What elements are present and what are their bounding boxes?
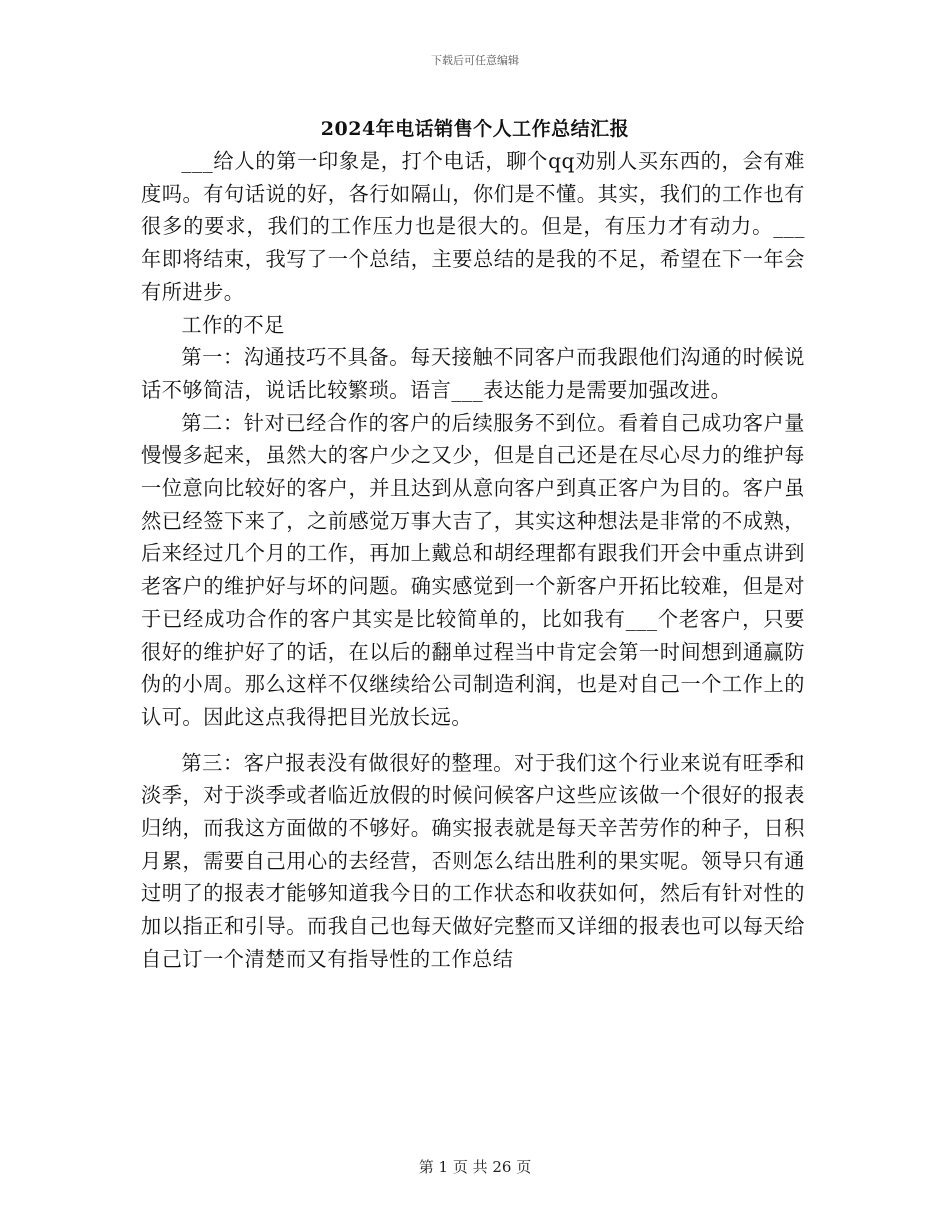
paragraph-point-1: 第一：沟通技巧不具备。每天接触不同客户而我跟他们沟通的时候说话不够简洁，说话比较繁琐。语言___表达能力是需要加强改进。 bbox=[141, 345, 805, 402]
page-header-note: 下载后可任意编辑 bbox=[431, 54, 519, 67]
paragraph-point-2: 第二：针对已经合作的客户的后续服务不到位。看着自己成功客户量慢慢多起来，虽然大的客户少之又少，但是自己还是在尽心尽力的维护每一位意向比较好的客户，并且达到从意向客户到真正客户为目的。客户虽然已经签下来了，之前感觉万事大吉了，其实这种想法是非常的不成熟，后来经过几个月的工作，再加上戴总和胡经理都有跟我们开会中重点讲到老客户的维护好与坏的问题。确实感觉到一个新客户开拓比较难，但是对于已经成功合作的客户其实是比较简单的，比如我有___个老客户，只要很好的维护好了的话，在以后的翻单过程当中肯定会第一时间想到通赢防伪的小周。那么这样不仅继续给公司制造利润，也是对自己一个工作上的认可。因此这点我得把目光放长远。 bbox=[141, 410, 805, 729]
document-body bbox=[141, 145, 805, 976]
paragraph-point-3: 第三：客户报表没有做很好的整理。对于我们这个行业来说有旺季和淡季，对于淡季或者临近放假的时候问候客户这些应该做一个很好的报表归纳，而我这方面做的不够好。确实报表就是每天辛苦劳作的种子，日积月累，需要自己用心的去经营，否则怎么结出胜利的果实呢。领导只有通过明了的报表才能够知道我今日的工作状态和收获如何，然后有针对性的加以指正和引导。而我自己也每天做好完整而又详细的报表也可以每天给自己订一个清楚而又有指导性的工作总结 bbox=[141, 750, 805, 971]
document-title: 2024年电话销售个人工作总结汇报 bbox=[320, 118, 630, 140]
section-heading-shortcomings: 工作的不足 bbox=[181, 312, 285, 337]
page-number-footer: 第 1 页 共 26 页 bbox=[418, 1158, 532, 1176]
paragraph-intro: ___给人的第一印象是，打个电话，聊个qq劝别人买东西的，会有难度吗。有句话说的好，各行如隔山，你们是不懂。其实，我们的工作也有很多的要求，我们的工作压力也是很大的。但是，有压力才有动力。___年即将结束，我写了一个总结，主要总结的是我的不足，希望在下一年会有所进步。 bbox=[141, 149, 805, 304]
